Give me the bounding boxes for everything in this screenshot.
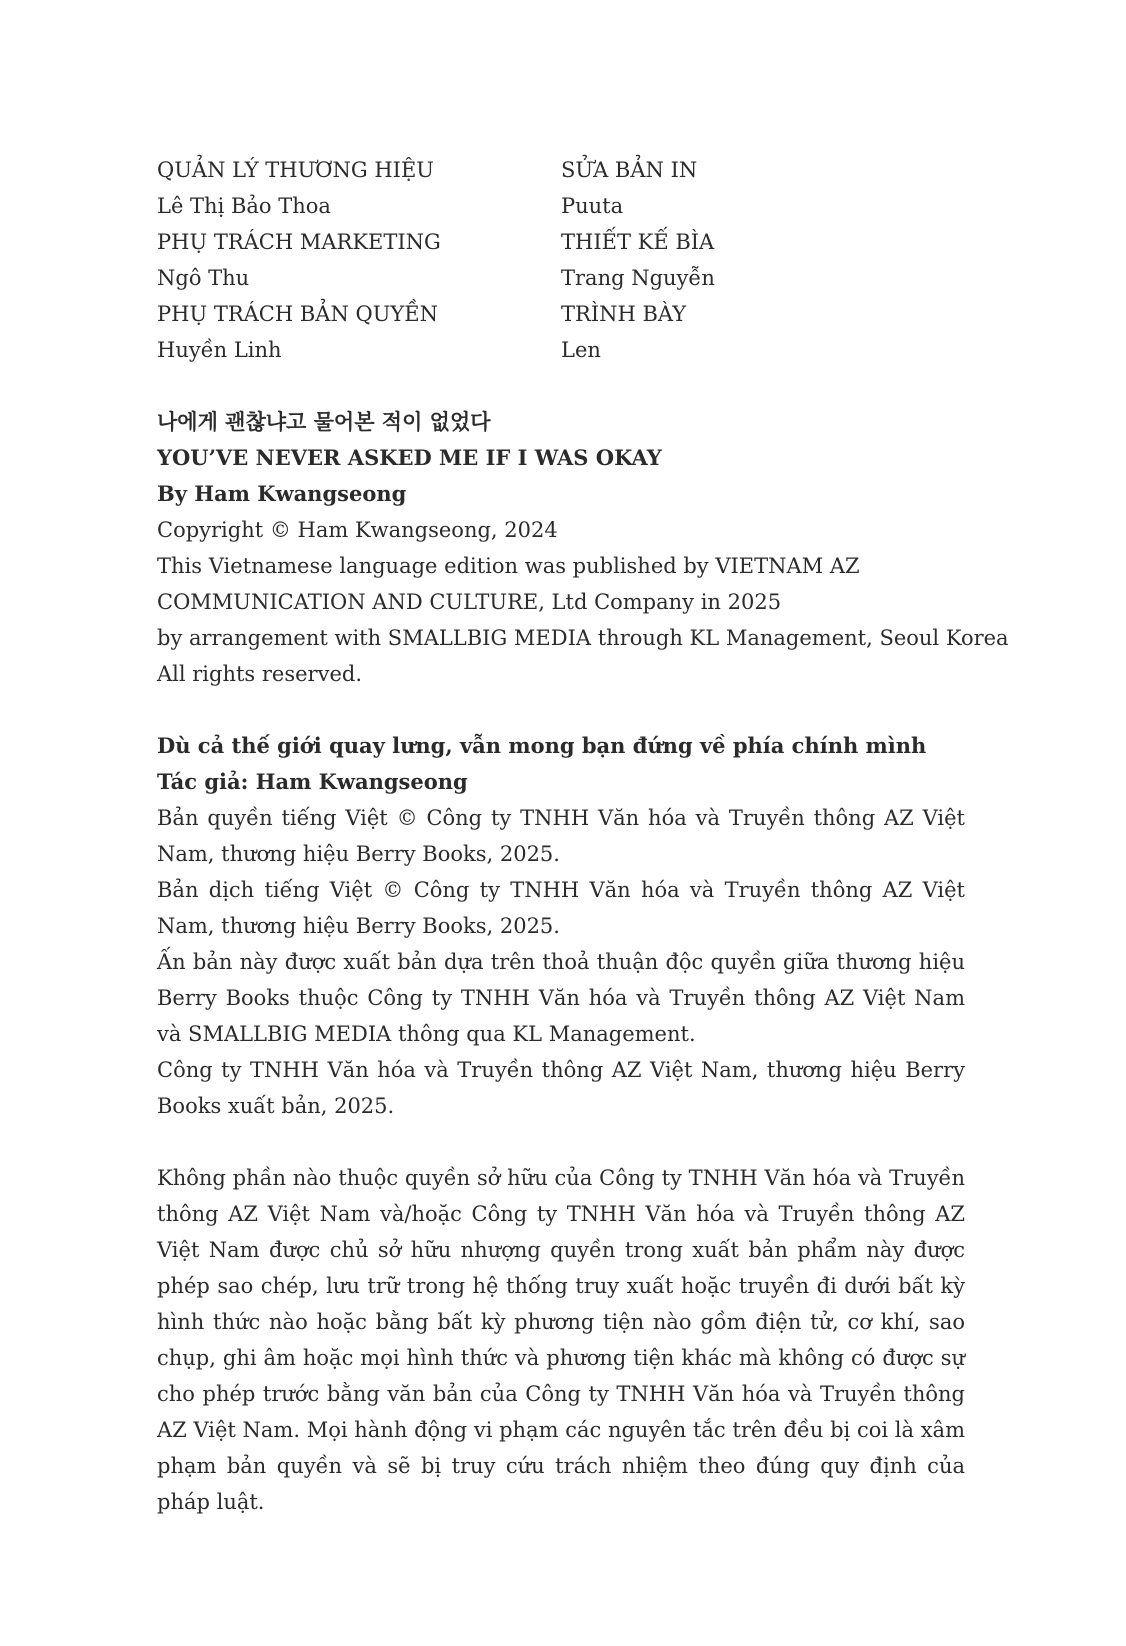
credit-role: QUẢN LÝ THƯƠNG HIỆU	[157, 158, 434, 182]
vietnamese-title: Dù cả thế giới quay lưng, vẫn mong bạn đứng về phía chính mình	[157, 733, 927, 758]
vietnamese-copyright: Bản quyền tiếng Việt © Công ty TNHH Văn hóa và Truyền thông AZ Việt Nam, thương hiệu Berry Books, 2025.	[157, 806, 965, 866]
credit-role: TRÌNH BÀY	[561, 302, 687, 326]
credit-role: THIẾT KẾ BÌA	[561, 230, 715, 254]
original-copyright: Copyright © Ham Kwangseong, 2024	[157, 518, 558, 542]
edition-line: by arrangement with SMALLBIG MEDIA through KL Management, Seoul Korea	[157, 626, 1009, 650]
byline: By Ham Kwangseong	[157, 481, 407, 506]
publication-agreement: Ấn bản này được xuất bản dựa trên thoả thuận độc quyền giữa thương hiệu Berry Books thuộc Công ty TNHH Văn hóa và Truyền thông AZ Việt Nam và SMALLBIG MEDIA thông qua KL Management.	[157, 950, 965, 1046]
original-edition-info	[157, 404, 1009, 692]
credit-name: Trang Nguyễn	[561, 266, 715, 290]
legal-notice: Không phần nào thuộc quyền sở hữu của Công ty TNHH Văn hóa và Truyền thông AZ Việt Nam và/hoặc Công ty TNHH Văn hóa và Truyền thông AZ Việt Nam được chủ sở hữu nhượng quyền trong xuất bản phẩm này được phép sao chép, lưu trữ trong hệ thống truy xuất hoặc truyền đi dưới bất kỳ hình thức nào hoặc bằng bất kỳ phương tiện nào gồm điện tử, cơ khí, sao chụp, ghi âm hoặc mọi hình thức và phương tiện khác mà không có được sự cho phép trước bằng văn bản của Công ty TNHH Văn hóa và Truyền thông AZ Việt Nam. Mọi hành động vi phạm các nguyên tắc trên đều bị coi là xâm phạm bản quyền và sẽ bị truy cứu trách nhiệm theo đúng quy định của pháp luật.	[157, 1166, 965, 1514]
credit-name: Huyền Linh	[157, 338, 282, 362]
credits-section	[157, 152, 965, 368]
credit-role: PHỤ TRÁCH MARKETING	[157, 230, 441, 254]
credit-name: Lê Thị Bảo Thoa	[157, 194, 331, 218]
credit-role: PHỤ TRÁCH BẢN QUYỀN	[157, 302, 438, 326]
credits-right-column	[561, 152, 965, 368]
credit-name: Puuta	[561, 194, 624, 218]
english-title: YOU’VE NEVER ASKED ME IF I WAS OKAY	[157, 445, 662, 470]
vietnamese-translation: Bản dịch tiếng Việt © Công ty TNHH Văn hóa và Truyền thông AZ Việt Nam, thương hiệu Berry Books, 2025.	[157, 878, 965, 938]
rights-reserved: All rights reserved.	[157, 662, 363, 686]
korean-title: 나에게 괜찮냐고 물어본 적이 없었다	[157, 409, 491, 434]
edition-line: This Vietnamese language edition was published by VIETNAM AZ	[157, 554, 860, 578]
credit-name: Ngô Thu	[157, 266, 250, 290]
credit-role: SỬA BẢN IN	[561, 158, 698, 182]
publisher-statement: Công ty TNHH Văn hóa và Truyền thông AZ Việt Nam, thương hiệu Berry Books xuất bản, 2025.	[157, 1058, 965, 1118]
edition-line: COMMUNICATION AND CULTURE, Ltd Company in 2025	[157, 590, 782, 614]
vietnamese-edition-info	[157, 728, 965, 1124]
credit-name: Len	[561, 338, 601, 362]
vietnamese-author: Tác giả: Ham Kwangseong	[157, 769, 468, 794]
copyright-page	[157, 152, 1009, 1520]
credits-left-column	[157, 152, 561, 368]
